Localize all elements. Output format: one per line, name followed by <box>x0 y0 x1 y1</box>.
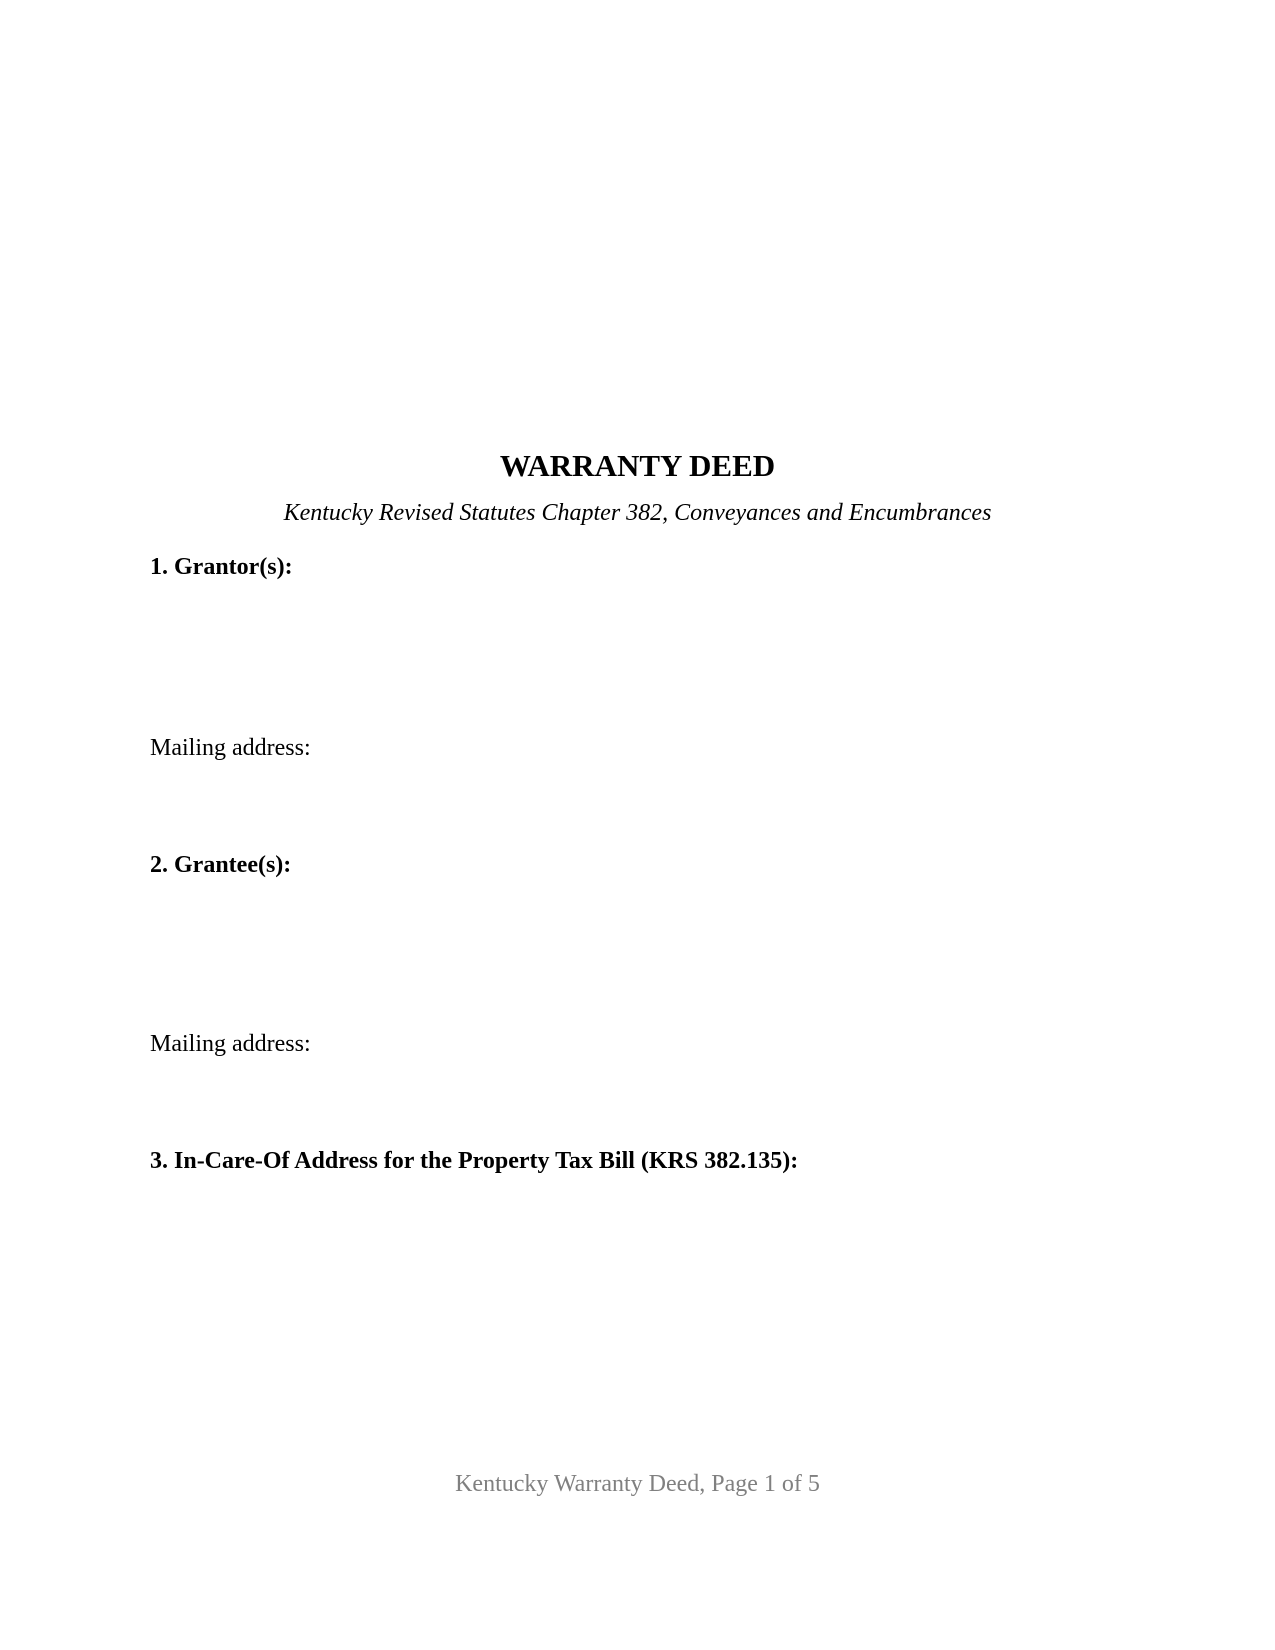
grantor-mailing-address-label: Mailing address: <box>150 735 311 761</box>
section-tax-bill-heading: 3. In-Care-Of Address for the Property Tax Bill (KRS 382.135): <box>150 1148 799 1174</box>
document-title: WARRANTY DEED <box>499 448 776 483</box>
section-grantor-heading: 1. Grantor(s): <box>150 554 293 580</box>
section-grantee-heading: 2. Grantee(s): <box>150 852 292 878</box>
document-subtitle: Kentucky Revised Statutes Chapter 382, Conveyances and Encumbrances <box>283 500 992 526</box>
grantee-mailing-address-label: Mailing address: <box>150 1031 311 1057</box>
page-footer: Kentucky Warranty Deed, Page 1 of 5 <box>455 1471 820 1497</box>
